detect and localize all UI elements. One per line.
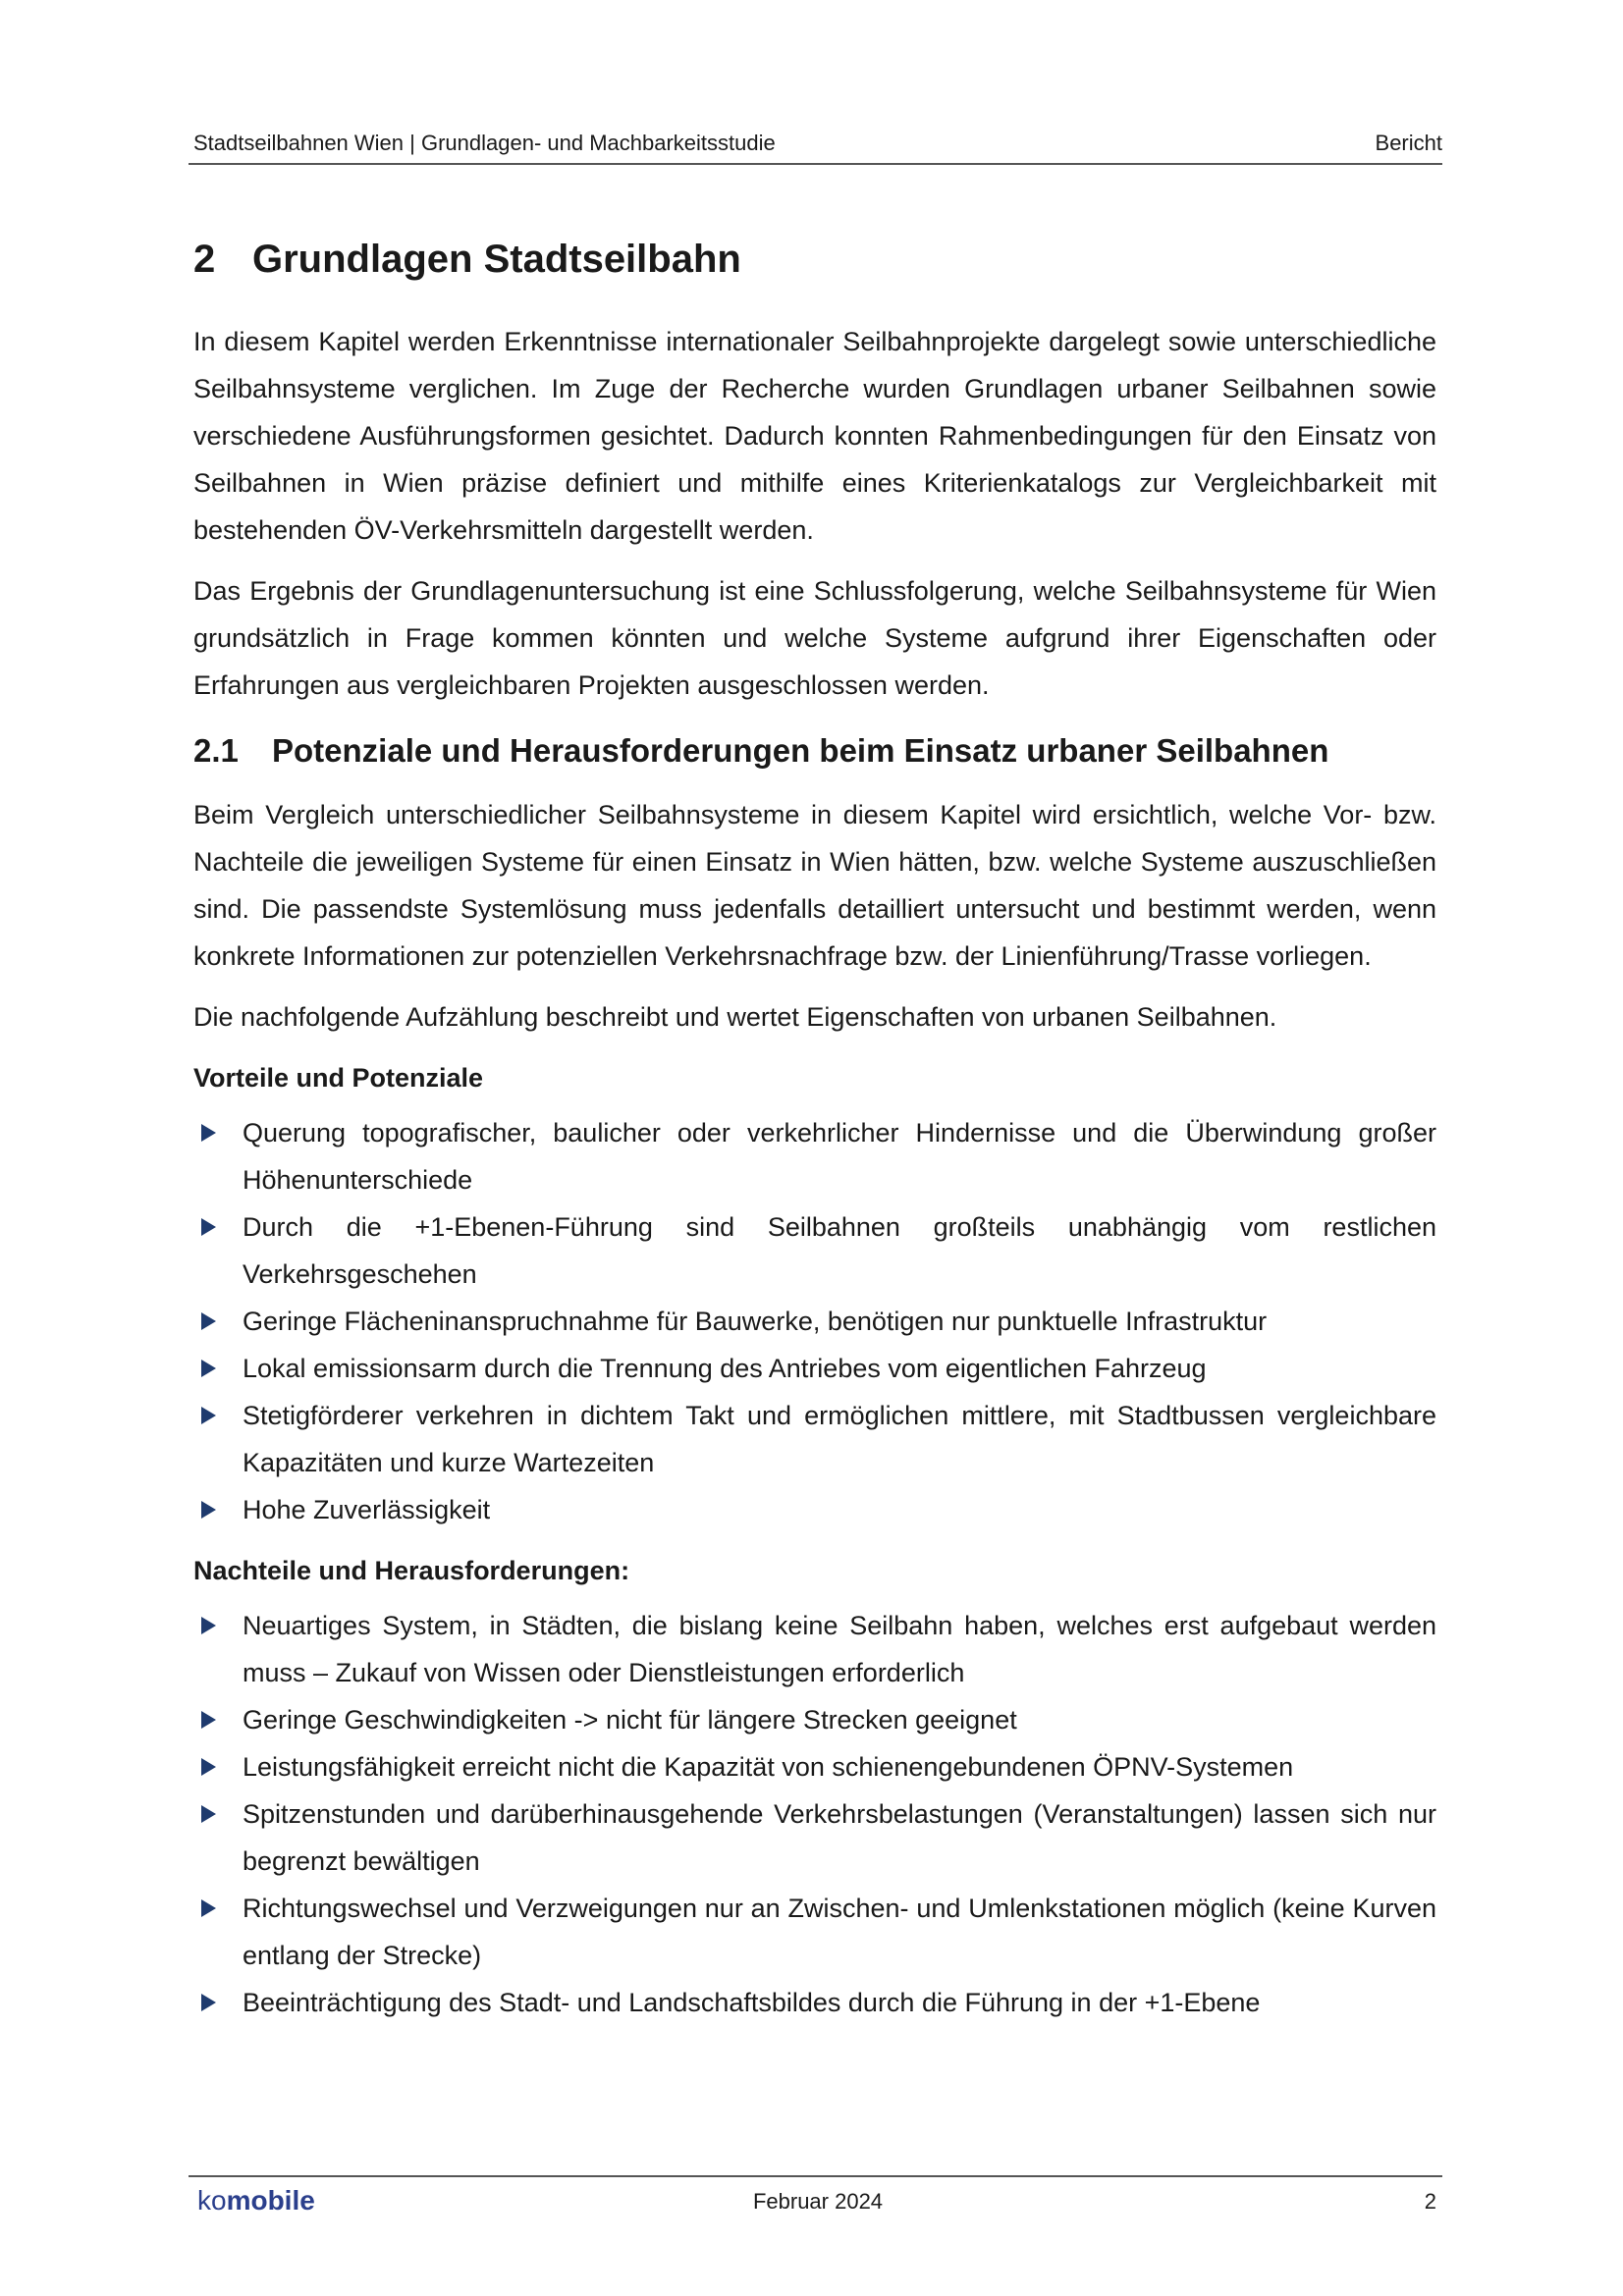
triangle-bullet-icon	[201, 1899, 216, 1917]
logo-suffix: mobile	[226, 2185, 315, 2216]
list-item	[193, 1790, 1436, 1885]
triangle-bullet-icon	[201, 1994, 216, 2011]
triangle-bullet-icon	[201, 1501, 216, 1519]
list-item	[193, 1602, 1436, 1696]
list-item-text: Beeinträchtigung des Stadt- und Landschaftsbildes durch die Führung in der +1-Ebene	[243, 1988, 1261, 2017]
section-number: 2.1	[193, 732, 239, 769]
list-item	[193, 1979, 1436, 2026]
list-item-text: Neuartiges System, in Städten, die bislang keine Seilbahn haben, welches erst aufgebaut werden muss – Zukauf von Wissen oder Dienstleistungen erforderlich	[243, 1611, 1436, 1687]
chapter-heading	[193, 230, 1436, 289]
list-item	[193, 1743, 1436, 1790]
disadvantages-list	[193, 1602, 1436, 2026]
header-title: Stadtseilbahnen Wien | Grundlagen- und Machbarkeitsstudie	[193, 131, 776, 155]
triangle-bullet-icon	[201, 1758, 216, 1776]
list-item-text: Stetigförderer verkehren in dichtem Takt und ermöglichen mittlere, mit Stadtbussen vergleichbare Kapazitäten und kurze Wartezeiten	[243, 1401, 1436, 1477]
triangle-bullet-icon	[201, 1218, 216, 1236]
list-item-text: Richtungswechsel und Verzweigungen nur an Zwischen- und Umlenkstationen möglich (keine Kurven entlang der Strecke)	[243, 1894, 1436, 1970]
chapter-paragraph: Das Ergebnis der Grundlagenuntersuchung ist eine Schlussfolgerung, welche Seilbahnsysteme für Wien grundsätzlich in Frage kommen könnten und welche Systeme aufgrund ihrer Eigenschaften oder Erfahrungen aus vergleichbaren Projekten ausgeschlossen werden.	[193, 576, 1436, 700]
list-item-text: Durch die +1-Ebenen-Führung sind Seilbahnen großteils unabhängig vom restlichen Verkehrsgeschehen	[243, 1212, 1436, 1289]
triangle-bullet-icon	[201, 1407, 216, 1424]
list-item-text: Lokal emissionsarm durch die Trennung des Antriebes vom eigentlichen Fahrzeug	[243, 1354, 1207, 1383]
disadvantages-heading: Nachteile und Herausforderungen:	[193, 1556, 630, 1585]
section-title: Potenziale und Herausforderungen beim Einsatz urbaner Seilbahnen	[272, 732, 1329, 769]
section-paragraph: Die nachfolgende Aufzählung beschreibt und wertet Eigenschaften von urbanen Seilbahnen.	[193, 1002, 1277, 1032]
page-header	[193, 124, 1442, 163]
list-item	[193, 1392, 1436, 1486]
advantages-list	[193, 1109, 1436, 1533]
footer-date: Februar 2024	[752, 2189, 884, 2214]
footer-divider	[189, 2175, 1442, 2177]
section-heading	[193, 726, 1436, 775]
chapter-paragraph: In diesem Kapitel werden Erkenntnisse internationaler Seilbahnprojekte dargelegt sowie unterschiedliche Seilbahnsysteme verglichen. Im Zuge der Recherche wurden Grundlagen urbaner Seilbahnen sowie verschiedene Ausführungsformen gesichtet. Dadurch konnten Rahmenbedingungen für den Einsatz von Seilbahnen in Wien präzise definiert und mithilfe eines Kriterienkatalogs zur Vergleichbarkeit mit bestehenden ÖV-Verkehrsmitteln dargestellt werden.	[193, 327, 1436, 545]
list-item	[193, 1109, 1436, 1203]
header-doc-type: Bericht	[1375, 131, 1442, 155]
triangle-bullet-icon	[201, 1124, 216, 1142]
logo-prefix: ko	[197, 2185, 227, 2216]
triangle-bullet-icon	[201, 1360, 216, 1377]
list-item	[193, 1696, 1436, 1743]
list-item	[193, 1885, 1436, 1979]
list-item	[193, 1486, 1436, 1533]
list-item	[193, 1298, 1436, 1345]
list-item-text: Geringe Geschwindigkeiten -> nicht für längere Strecken geeignet	[243, 1705, 1017, 1735]
header-divider	[189, 163, 1442, 165]
list-item-text: Geringe Flächeninanspruchnahme für Bauwerke, benötigen nur punktuelle Infrastruktur	[243, 1307, 1268, 1336]
chapter-number: 2	[193, 238, 216, 281]
page-footer	[193, 2185, 1442, 2224]
triangle-bullet-icon	[201, 1711, 216, 1729]
section-paragraph: Beim Vergleich unterschiedlicher Seilbahnsysteme in diesem Kapitel wird ersichtlich, welche Vor- bzw. Nachteile die jeweiligen Systeme für einen Einsatz in Wien hätten, bzw. welche Systeme auszuschließen sind. Die passendste Systemlösung muss jedenfalls detailliert untersucht und bestimmt werden, wenn konkrete Informationen zur potenziellen Verkehrsnachfrage bzw. der Linienführung/Trasse vorliegen.	[193, 800, 1436, 971]
list-item	[193, 1345, 1436, 1392]
list-item-text: Leistungsfähigkeit erreicht nicht die Kapazität von schienengebundenen ÖPNV-Systemen	[243, 1752, 1294, 1782]
page-content	[193, 230, 1436, 2040]
list-item-text: Querung topografischer, baulicher oder verkehrlicher Hindernisse und die Überwindung großer Höhenunterschiede	[243, 1118, 1436, 1195]
list-item	[193, 1203, 1436, 1298]
list-item-text: Spitzenstunden und darüberhinausgehende Verkehrsbelastungen (Veranstaltungen) lassen sich nur begrenzt bewältigen	[243, 1799, 1436, 1876]
advantages-heading: Vorteile und Potenziale	[193, 1063, 484, 1093]
triangle-bullet-icon	[201, 1617, 216, 1634]
triangle-bullet-icon	[201, 1805, 216, 1823]
list-item-text: Hohe Zuverlässigkeit	[243, 1495, 491, 1524]
page-number: 2	[1424, 2189, 1436, 2214]
triangle-bullet-icon	[201, 1312, 216, 1330]
chapter-title: Grundlagen Stadtseilbahn	[252, 238, 741, 281]
